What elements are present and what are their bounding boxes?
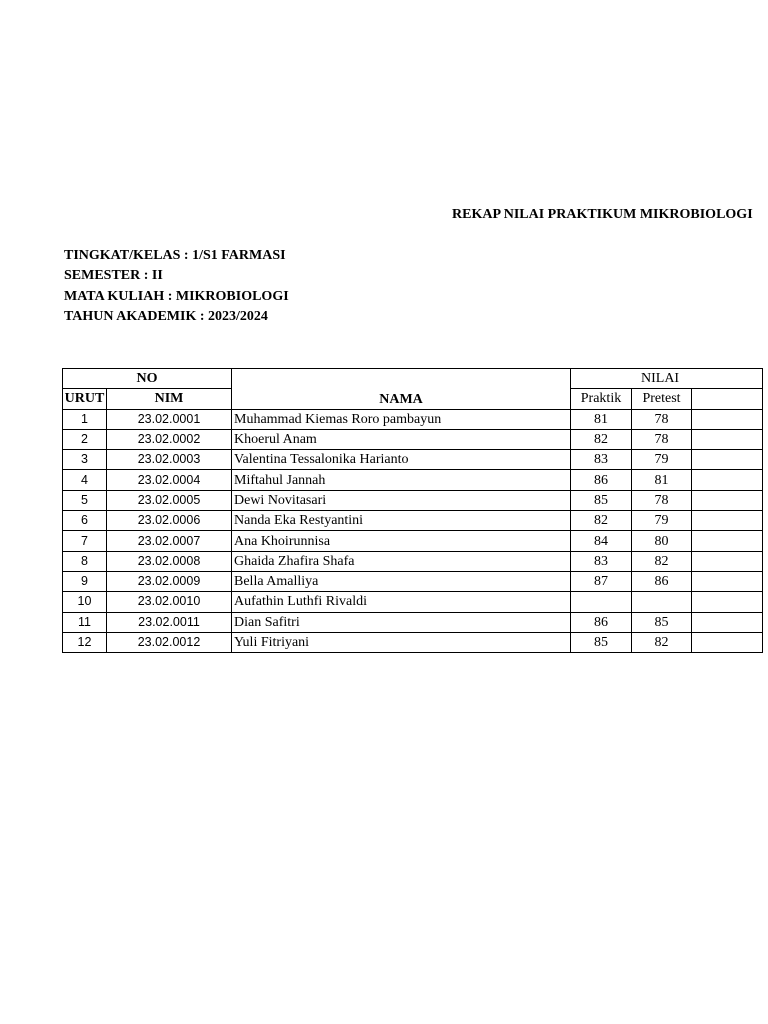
cell-urut: 12 xyxy=(63,632,107,652)
cell-praktik: 87 xyxy=(571,571,632,591)
table-row xyxy=(63,470,763,490)
cell-praktik: 83 xyxy=(571,450,632,470)
header-nilai: NILAI xyxy=(571,369,763,389)
cell-extra xyxy=(692,592,763,612)
cell-praktik: 85 xyxy=(571,490,632,510)
cell-urut: 7 xyxy=(63,531,107,551)
header-praktik: Praktik xyxy=(571,389,632,409)
cell-extra xyxy=(692,531,763,551)
meta-semester: SEMESTER : II xyxy=(64,268,163,284)
cell-praktik: 85 xyxy=(571,632,632,652)
cell-extra xyxy=(692,612,763,632)
document-title: REKAP NILAI PRAKTIKUM MIKROBIOLOGI xyxy=(452,207,753,222)
cell-pretest: 86 xyxy=(632,571,692,591)
table-row xyxy=(63,429,763,449)
cell-extra xyxy=(692,571,763,591)
cell-pretest: 82 xyxy=(632,551,692,571)
header-no: NO xyxy=(63,369,232,389)
header-row-1 xyxy=(63,369,763,389)
header-extra xyxy=(692,389,763,409)
cell-nim: 23.02.0002 xyxy=(107,429,232,449)
table-body xyxy=(63,409,763,653)
cell-urut: 6 xyxy=(63,511,107,531)
meta-kelas: TINGKAT/KELAS : 1/S1 FARMASI xyxy=(64,248,286,263)
header-nim: NIM xyxy=(107,389,232,409)
cell-nama: Khoerul Anam xyxy=(232,429,571,449)
header-pretest: Pretest xyxy=(632,389,692,409)
cell-extra xyxy=(692,511,763,531)
cell-pretest: 78 xyxy=(632,429,692,449)
table-row xyxy=(63,511,763,531)
cell-praktik: 83 xyxy=(571,551,632,571)
cell-nama: Ana Khoirunnisa xyxy=(232,531,571,551)
grades-table-container xyxy=(62,368,692,668)
cell-pretest: 85 xyxy=(632,612,692,632)
cell-nim: 23.02.0011 xyxy=(107,612,232,632)
cell-praktik: 86 xyxy=(571,612,632,632)
cell-praktik: 86 xyxy=(571,470,632,490)
cell-nim: 23.02.0005 xyxy=(107,490,232,510)
grades-table xyxy=(62,368,763,653)
cell-nim: 23.02.0004 xyxy=(107,470,232,490)
cell-pretest xyxy=(632,592,692,612)
cell-nama: Miftahul Jannah xyxy=(232,470,571,490)
cell-nama: Aufathin Luthfi Rivaldi xyxy=(232,592,571,612)
cell-nama: Ghaida Zhafira Shafa xyxy=(232,551,571,571)
title-area xyxy=(64,205,753,227)
cell-urut: 11 xyxy=(63,612,107,632)
cell-pretest: 81 xyxy=(632,470,692,490)
cell-nim: 23.02.0012 xyxy=(107,632,232,652)
meta-matakuliah: MATA KULIAH : MIKROBIOLOGI xyxy=(64,288,289,304)
cell-praktik: 84 xyxy=(571,531,632,551)
table-row xyxy=(63,450,763,470)
cell-praktik: 82 xyxy=(571,429,632,449)
cell-pretest: 80 xyxy=(632,531,692,551)
cell-urut: 3 xyxy=(63,450,107,470)
cell-praktik: 81 xyxy=(571,409,632,429)
cell-nama: Yuli Fitriyani xyxy=(232,632,571,652)
cell-pretest: 78 xyxy=(632,409,692,429)
cell-pretest: 78 xyxy=(632,490,692,510)
table-row xyxy=(63,571,763,591)
cell-extra xyxy=(692,551,763,571)
cell-extra xyxy=(692,450,763,470)
table-row xyxy=(63,551,763,571)
table-row xyxy=(63,490,763,510)
cell-urut: 10 xyxy=(63,592,107,612)
cell-extra xyxy=(692,470,763,490)
cell-urut: 8 xyxy=(63,551,107,571)
meta-tahun: TAHUN AKADEMIK : 2023/2024 xyxy=(64,309,268,325)
cell-urut: 1 xyxy=(63,409,107,429)
cell-nim: 23.02.0001 xyxy=(107,409,232,429)
cell-nim: 23.02.0007 xyxy=(107,531,232,551)
cell-praktik xyxy=(571,592,632,612)
cell-extra xyxy=(692,490,763,510)
cell-extra xyxy=(692,429,763,449)
cell-nama: Dian Safitri xyxy=(232,612,571,632)
cell-nim: 23.02.0006 xyxy=(107,511,232,531)
cell-nim: 23.02.0009 xyxy=(107,571,232,591)
header-urut: URUT xyxy=(63,389,107,409)
table-row xyxy=(63,612,763,632)
cell-nim: 23.02.0010 xyxy=(107,592,232,612)
cell-nim: 23.02.0008 xyxy=(107,551,232,571)
cell-extra xyxy=(692,632,763,652)
cell-nama: Valentina Tessalonika Harianto xyxy=(232,450,571,470)
table-row xyxy=(63,531,763,551)
table-row xyxy=(63,632,763,652)
cell-nama: Muhammad Kiemas Roro pambayun xyxy=(232,409,571,429)
table-row xyxy=(63,592,763,612)
header-nama: NAMA xyxy=(232,369,571,410)
table-row xyxy=(63,409,763,429)
cell-pretest: 79 xyxy=(632,450,692,470)
cell-praktik: 82 xyxy=(571,511,632,531)
document-meta xyxy=(64,246,289,328)
cell-nama: Dewi Novitasari xyxy=(232,490,571,510)
cell-pretest: 82 xyxy=(632,632,692,652)
cell-urut: 9 xyxy=(63,571,107,591)
cell-urut: 5 xyxy=(63,490,107,510)
cell-nama: Nanda Eka Restyantini xyxy=(232,511,571,531)
cell-nim: 23.02.0003 xyxy=(107,450,232,470)
cell-pretest: 79 xyxy=(632,511,692,531)
cell-nama: Bella Amalliya xyxy=(232,571,571,591)
cell-urut: 4 xyxy=(63,470,107,490)
cell-extra xyxy=(692,409,763,429)
cell-urut: 2 xyxy=(63,429,107,449)
